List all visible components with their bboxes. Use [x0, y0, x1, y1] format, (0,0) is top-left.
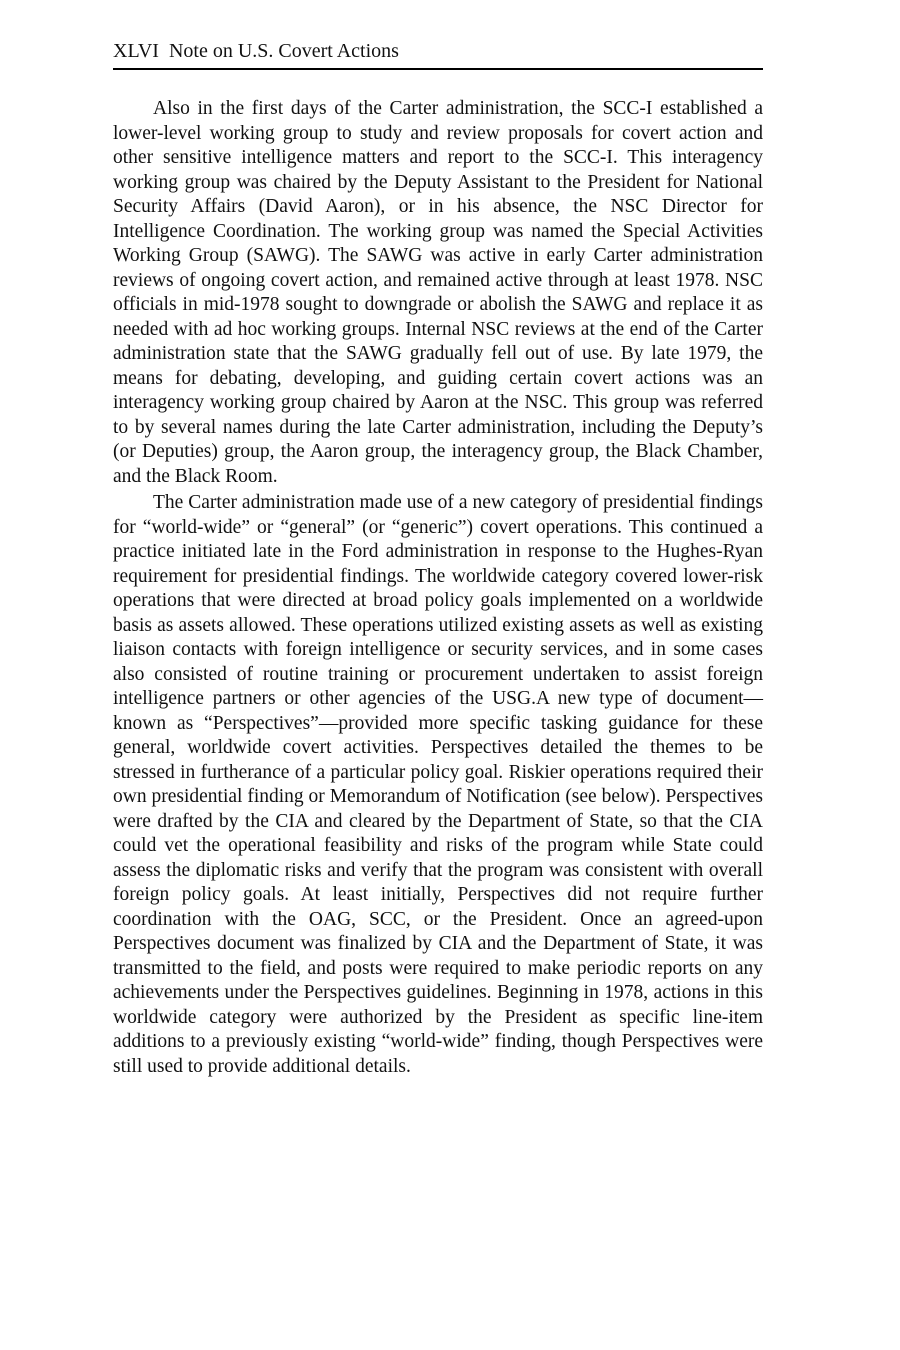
- paragraph: The Carter administration made use of a new category of presidential findings for “world-wide” or “general” (or “generic”) covert operations. This continued a practice initiated late in the Ford administration in response to the Hughes-Ryan requirement for presidential findings. The worldwide category covered lower-risk operations that were directed at broad policy goals implemented on a worldwide basis as assets allowed. These operations utilized existing assets as well as existing liaison contacts with foreign intelligence or security services, and in some cases also consisted of routine training or procurement undertaken to assist foreign intelligence partners or other agencies of the USG.A new type of document—known as “Perspectives”—provided more specific tasking guidance for these general, worldwide covert activities. Perspectives detailed the themes to be stressed in furtherance of a particular policy goal. Riskier operations required their own presidential finding or Memorandum of Notification (see below). Perspectives were drafted by the CIA and cleared by the Department of State, so that the CIA could vet the operational feasibility and risks of the program while State could assess the diplomatic risks and verify that the program was consistent with overall foreign policy goals. At least initially, Perspectives did not require further coordination with the OAG, SCC, or the President. Once an agreed-upon Perspectives document was finalized by CIA and the Department of State, it was transmitted to the field, and posts were required to make periodic reports on any achievements under the Perspectives guidelines. Beginning in 1978, actions in this worldwide category were authorized by the President as specific line-item additions to a previously existing “world-wide” finding, though Perspectives were still used to provide additional details.: [113, 492, 763, 1077]
- body-text: [113, 97, 763, 1079]
- paragraph: Also in the first days of the Carter administration, the SCC-I established a lower-level working group to study and review proposals for covert action and other sensitive intelligence matters and report to the SCC-I. This interagency working group was chaired by the Deputy Assistant to the President for National Security Affairs (David Aaron), or in his absence, the NSC Director for Intelligence Coordination. The working group was named the Special Activities Working Group (SAWG). The SAWG was active in early Carter administration reviews of ongoing covert action, and remained active through at least 1978. NSC officials in mid-1978 sought to downgrade or abolish the SAWG and replace it as needed with ad hoc working groups. Internal NSC reviews at the end of the Carter administration state that the SAWG gradually fell out of use. By late 1979, the means for debating, developing, and guiding certain covert actions was an interagency working group chaired by Aaron at the NSC. This group was referred to by several names during the late Carter administration, including the Deputy’s (or Deputies) group, the Aaron group, the interagency group, the Black Chamber, and the Black Room.: [113, 98, 763, 487]
- running-header: [113, 38, 763, 70]
- running-title: Note on U.S. Covert Actions: [168, 40, 399, 62]
- page-number: XLVI: [113, 40, 159, 62]
